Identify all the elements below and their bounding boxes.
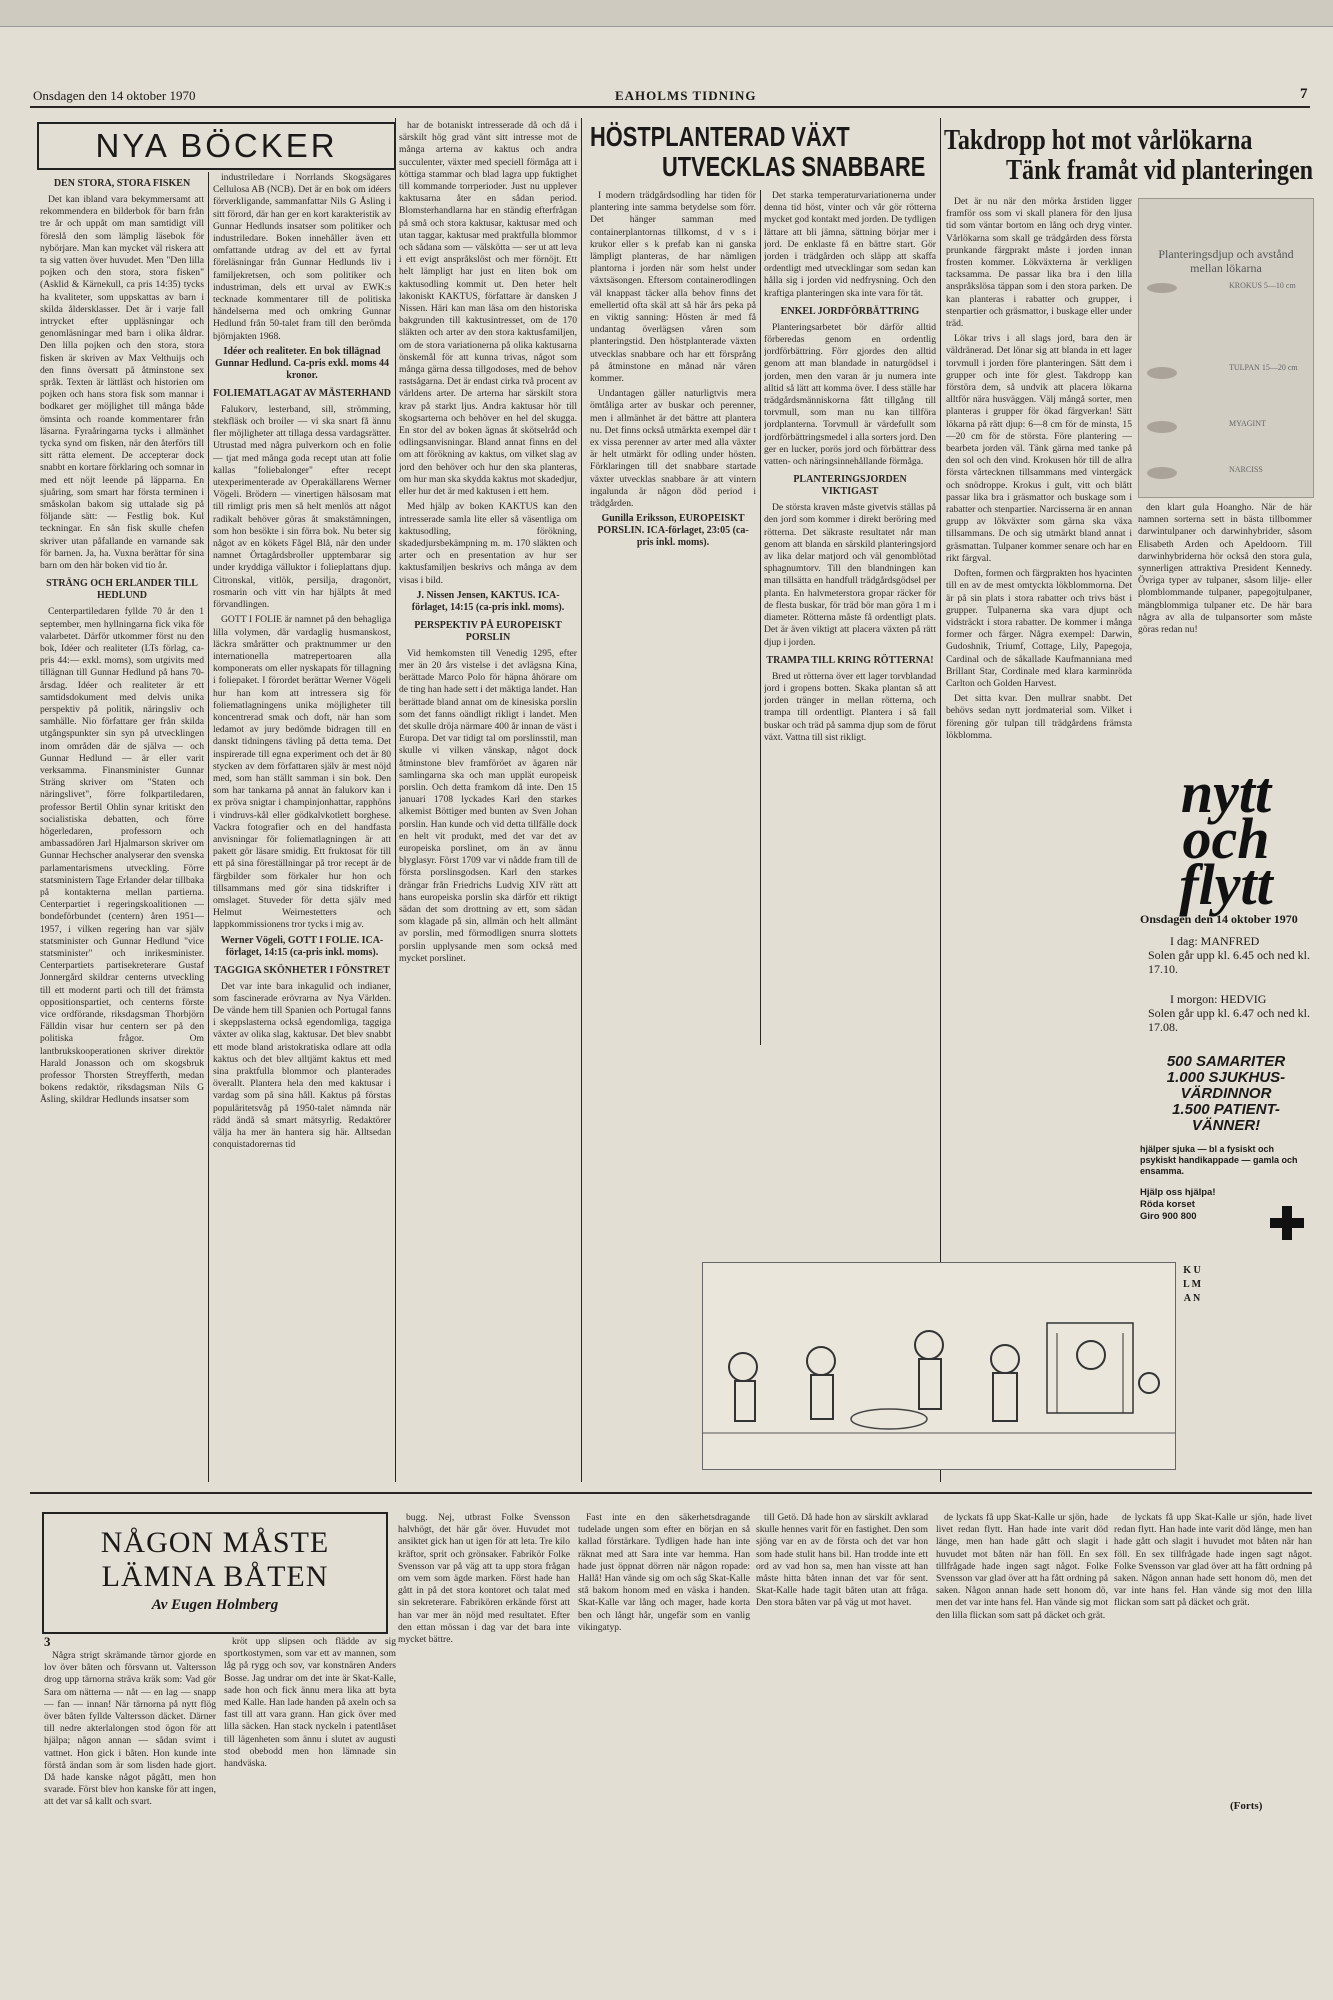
section-text-jordforbattring: Planteringsarbetet bör därför alltid förberedas genom en ordentlig jordförbättring. Förr gjordes den alltid genom att man blandade in naturgödsel i jorden, men den varan är ju numera inte alltid så lätt att komma över. I dess ställe har trädgårdsmänniskorna fått tillgång till torvmull, som man nu kan tillföra jordplanterna. Torvmull är värdefullt som jordförbättringsmedel i alla sorters jord. Den ger en lucker, porös jord och förbättrar dess vatten- och näringsinnehållande förmåga. bbox=[764, 321, 936, 468]
column-2 bbox=[213, 172, 391, 1482]
hostplanterad-text1: I modern trädgårdsodling har tiden för plantering inte samma betydelse som förr. Det hänger samman med containerplantornas tillkomst, d v s i krukor eller s k prefab kan ni ganska lämpligt planteras, de har nämligen plantorna i jorden när som helst under växtsäsongen. Eftersom containerodlingen väl knappast täcker alla behov finns det emellertid ofta skäl att så här års peka på en viktig sanning: Hösten är med få undantag överlägsen våren som planteringstid. Den höstplanterade växten utvecklas snabbare och har ett försprång på åtminstone en månad när våren kommer. bbox=[590, 190, 756, 385]
section-title-porslin: PERSPEKTIV PÅ EUROPEISKT PORSLIN bbox=[414, 619, 562, 643]
section-text-porslin: Vid hemkomsten till Venedig 1295, efter mer än 20 års vistelse i det avlägsna Kina, berättade Marco Polo för häpna åhörare om de ting han hade sett i det mäktiga landet. Han berättade bland annat om de kinesiska porslin som det fanns oändligt rikligt i landet. Men det skulle dröja närmare 400 år innan de väst i Europa. Det var tidigt tal om porslinsstil, man skulle vi vilken vänskap, något dock åtminstone blev framföröet av ägaren när samlingarna ska och man upplät europeisk porslin. Och detta framkom då inte. Den 15 januari 1708 lyckades Karl den starkes alkemist Böttiger med bunten av Sven Johan porslin. Han kunde och vid detta tillfälle dock en helt vit produkt, med det var det av europeiska porslinet, om än av ännu blyglasyr. Först 1709 var vi nådde fram till de första porslinsgodsen. Karl den starkes drängar från Friedrichs Ludvig XIV rätt att hans europeiska porslin ska därför ett riktigt sädan det som drottning av ett, som sädan som klagade på sin, allmän och helt allmänt av porslin, med förmodligen snurra slottets porslin upplysande men som också med mycket porslinet. bbox=[399, 647, 577, 964]
section-title-taggiga: TAGGIGA SKÖNHETER I FÖNSTRET bbox=[214, 964, 390, 976]
porslin-credit: Gunilla Eriksson, EUROPEISKT PORSLIN. ICA-förlaget, 23:05 (ca-pris inkl. moms). bbox=[597, 513, 749, 549]
story-column-5 bbox=[756, 1512, 928, 1980]
col2-text1: industriledare i Norrlands Skogsägares Cellulosa AB (NCB). Det är en bok om idéers förverkligande, sammanfattar Nils G Åsling i sitt förord, där han ger en kort karakteristik av Gunnar Hedlunds insatser som politiker och industriledare. Boken innehåller även ett omfattande utdrag av del ett av fyrtal föreläsningar från Gunnar Hedlunds liv i familjekretsen, och som politiker och industriman, dels ett urval av EWK:s tecknade kommentarer till de politiska händelserna med och omkring Gunnar Hedlund från 50-talet fram till den berömda björnjakten 1968. bbox=[213, 172, 391, 342]
ad-giro: Giro 900 800 bbox=[1140, 1211, 1197, 1222]
cartoon-drawing bbox=[703, 1263, 1175, 1469]
story-number: 3 bbox=[44, 1634, 51, 1649]
ad-line1: 500 SAMARITER bbox=[1166, 1053, 1286, 1070]
column-divider bbox=[208, 172, 209, 1482]
column-divider bbox=[581, 118, 582, 1482]
section-title-hedlund: STRÄNG OCH ERLANDER TILL HEDLUND bbox=[46, 578, 198, 602]
bulb-shape bbox=[1147, 421, 1177, 433]
story-col7-text: de lyckats få upp Skat-Kalle ur sjön, hade livet redan flytt. Han hade inte varit död länge, men han hade gått och slagit i huvudet mot båten när han föll. En sex tillfrågade hade ingen sagt något. Folke Svensson var glad över att ha fått ordning på saken. Någon annan hade sett honom dö, men det var inte hans fel. Han vände sig mot den lilla flickan som satt på däcket och grät. bbox=[1114, 1512, 1312, 1609]
column-divider bbox=[760, 190, 761, 1045]
hostplanterad-s6-text: Det starka temperaturvariationerna under denna tid höst, vinter och vår gör rötterna mycket god kontakt med jorden. De tydligen lättare att bli jämna, sättning börjar mer i jord. De enklaste få en bättre start. Gör jorden i trädgården och släpp att skaffa ordentligt med utvecklingar som sedan kan hålla sig i jorden vid nedfrysning. Och den kraftiga planteringen ska inte vara för tät. bbox=[764, 190, 936, 299]
takdropp-text1: Det är nu när den mörka årstiden ligger framför oss som vi skall planera för den ljusa tid som väntar bortom en lång och dryg vinter. Vårlökarna som skall ge trädgården dess första prunkande färgprakt måste i jorden innan frosten kommer. Lökväxterna är verkligen tacksamma. De passar lika bra i den lilla anspråkslösa täppan som i den stora parken. De kan planteras i rabatter och grupper, i stenpartier och gräsmattor, i buskage eller under träd. bbox=[946, 196, 1132, 330]
section-text-foliematlagat-2: GOTT I FOLIE är namnet på den behagliga lilla volymen, där vardaglig husmanskost, läckra smårätter och praktnummer ur den internationella matrepertoaren alla komponerats om eller nyskapats för tillagning i foliepaket. I förordet berättar Werner Vögeli hur han kom att intressera sig för foliematlagningens unika möjligheter till koncentrerad smak och doft, när han som ledamot av jury bedömde bidragen till en danskt tidningens tävling på detta tema. Det inspirerade till egna experiment och det är 80 stycken av dem författaren själv är mest nöjd med, som han ställt samman i sin bok. Den som har tankarna på annat än falukorv kan i ex pröva snigtar i champinjonhattar, rapphöns i vindruvs-kål eller gödkalvkotlett borghese. Vackra fotografier och en del handfasta anvisningar för foliematlagningen är att pakett gör läsare smidig. Ett fruktosat för till ett på sina föreställningar på tror recept är de färgbilder som förkaler hur hon och tillsammans med gör sina tidskrifter i omslaget. Stuveder för detta själv med Helmut Weirnestetters och lappkommissionens tror tycks i mig av. bbox=[213, 614, 391, 931]
header-date: Onsdagen den 14 oktober 1970 bbox=[33, 88, 196, 103]
hostplanterad-headline-line2: UTVECKLAS SNABBARE bbox=[662, 151, 926, 182]
ad-line5: VÄNNER! bbox=[1191, 1117, 1261, 1134]
ad-help1: Hjälp oss hjälpa! bbox=[1140, 1187, 1216, 1198]
story-author: Av Eugen Holmberg bbox=[151, 1597, 279, 1613]
takdropp-headline-line1: Takdropp hot mot vårlökarna bbox=[944, 126, 1253, 156]
section-text-trampa: Bred ut rötterna över ett lager torvblandad jord i gropens botten. Skaka plantan så att jorden tränger in mellan rötterna, och trampa till ordentligt. Plantera i så fall buskar och träd på samma djup som de förut växt. Vattna till sist rikligt. bbox=[764, 670, 936, 743]
diagram-label-tulpan: TULPAN 15—20 cm bbox=[1229, 363, 1298, 372]
story-column-7 bbox=[1114, 1512, 1312, 1792]
nya-bocker-title: NYA BÖCKER bbox=[95, 127, 338, 164]
section-title-planteringsjorden: PLANTERINGSJORDEN VIKTIGAST bbox=[793, 474, 907, 498]
story-column-6 bbox=[936, 1512, 1108, 1852]
cartoon-panel bbox=[702, 1262, 1176, 1470]
section-text-fisken: Det kan ibland vara bekymmersamt att rekommendera en bilderbok för barn från tre år och uppåt om man samtidigt vill föreslå den som lämplig läsebok för nybörjare. Man kan mycket väl riskera att ta sig vatten över huvudet. Men "Den lilla pojken och den stora, stora fisken" (Asklid & Kärnekull, ca pris 14:35) tycks ha kvaliteter, som uppskattas av barn i skilda åldersklasser. Det är i varje fall intrycket efter uppläsningar och genomläsningar med barn i olika åldrar. Den lilla pojken och den stora, stora fisken är skriven av Max Velthuijs och den finns översatt på åtminstone sex språk. Texten är lättläst och historien om pojken och hans stora fisk som mannar i bodkaret ger möjlighet till många både ömsinta och roande kommentarer från läsarna. Fyraåringarna tycks i allmänhet tycka synd om fisken, när den återförs till sitt rätta element. De accepterar dock snabbt en kortare förklaring och somnar in med ett nöjt leende på läpparna. En sjuåring, som smart har första terminen i småskolan bakom sig uttalade sig på följande sätt: — Festlig bok. Kul teckningar. En sån fisk skulle chefen skriver utan påfallande en varnande sak för barnen. Ja, ha. Vuxna berättar för sina barn om den här boken vid tio år. bbox=[40, 194, 204, 572]
scan-top-strip bbox=[0, 0, 1333, 27]
takdropp-column-1 bbox=[946, 196, 1132, 1196]
section-text-foliematlagat: Falukorv, lesterband, sill, strömming, stekfläsk och broiler — vi ska snart få ännu fler möjligheter att tillaga dessa vardagsrätter. Utrustad med några pulverkorn och en folie — tjat med många goda recept utan att folie kallas "foliebalonger" efter recept utexperimenterade av Operakällarens Werner Vögeli. Brödern — vinertigen hälsosam mat till rimligt pris men så helt menlös att något radikalt behöver göras åt smakstämningen, som hon besökte i sin förra bok. Nu beter sig något av en kökets Fågel Blå, när den under namnet Örtagårdsbroller upptembarar sig under kryddiga välluktor i folieplattans djup. Citronskal, vitlök, persilja, dragonört, rosmarin och vitt vin har hjälpts åt med förvandlingen. bbox=[213, 403, 391, 611]
section-divider-bottom bbox=[30, 1492, 1312, 1494]
tomorrow-label: I morgon: bbox=[1170, 992, 1218, 1006]
nytt-och-flytt-logo: nytt och flytt bbox=[1179, 760, 1273, 917]
tomorrow-sun: Solen går upp kl. 6.47 och ned kl. 17.08. bbox=[1148, 1006, 1310, 1034]
red-cross-icon bbox=[1270, 1206, 1304, 1240]
section-title-foliematlagat: FOLIEMATLAGAT AV MÄSTERHAND bbox=[213, 387, 391, 399]
story-col3-text: bugg. Nej, utbrast Folke Svensson halvhögt, det här går över. Huvudet mot ansiktet gick han ut igen för att leta. Tre kilo kräftor, sprit och grönsaker. Fabrikör Folke Svensson var på väg att ta upp stora frågan om vem som ägde marken. Först hade han gått in på det stora kontoret och talat med sin sekreterare. Fabrikören erkände först att han var mer än nöjd med resultatet. Efter den ettan mössan i dag var det bara inte mycket bättre. bbox=[398, 1512, 570, 1646]
tomorrow-name: HEDVIG bbox=[1220, 992, 1267, 1006]
ad-sub: hjälper sjuka — bl a fysiskt och psykiskt handikappade — gamla och ensamma. bbox=[1140, 1144, 1298, 1176]
ad-help2: Röda korset bbox=[1140, 1199, 1195, 1210]
ad-line3: VÄRDINNOR bbox=[1180, 1085, 1272, 1102]
takdropp-side-column bbox=[1138, 502, 1312, 728]
story-col2-text: kröt upp slipsen och flädde av sig sportkostymen, som var ett av mannen, som låg på rygg och sov, var konstnären Anders Bosse. Jag undrar om det inte är Skat-Kalle, sade hon och fick ännu mera lika att byta med Kalle. Han lade handen på axeln och sa fast till att vara grann. Han gick över med lilla säcken. Han stack nyckeln i patentlåset till lägenheten som ännu i slutet av augusti stod obebodd men hon lämnade sin handväska. bbox=[224, 1636, 396, 1770]
story-title-box bbox=[42, 1512, 388, 1634]
header-paper-name: EAHOLMS TIDNING bbox=[615, 88, 757, 103]
nytt-och-flytt-date: Onsdagen den 14 oktober 1970 bbox=[1140, 912, 1298, 926]
takdropp-text4: Det sitta kvar. Den mullrar snabbt. Det behövs sedan nytt jordmaterial som. Vilket i förening gör tulpan till trädgårdens främsta lökblomma. bbox=[946, 693, 1132, 741]
bulb-shape bbox=[1147, 283, 1177, 293]
takdropp-text2: Lökar trivs i all slags jord, bara den är väldränerad. Det lönar sig att blanda in ett lager torvmull i jorden före planteringen. Sätt dem i grupper och inte för glest. Takdropp kan förstöra dem, så undvik att placera lökarna alltför nära husväggen. Välj mångå sorter, men planteras i grupper för ökad färgverkan! Sätt lökarna på rätt djup: 6—8 cm för de minsta, 15—20 cm för de största. Före plantering — bearbeta jorden väl. Tänk gärna med tanke på den sol och den vind. Krokusen hör till de allra första vårtecknen tillsammans med vintergäck och snödroppe. Krokus i gult, vitt och blått passar lika bra i gräsmattor och buskage som i rabatter och stenpartier. Narcisserna är en annan grupp av lökväxter som gärna ska växa tillsammans. De och sig utmärkt bland annat i gräsmattan. Tulpaner kommer senare och har en rikt färgval. bbox=[946, 333, 1132, 564]
story-column-4 bbox=[578, 1512, 750, 1980]
today-name: MANFRED bbox=[1200, 934, 1260, 948]
nya-bocker-box bbox=[37, 122, 396, 170]
ad-line2: 1.000 SJUKHUS- bbox=[1166, 1069, 1286, 1086]
today-label: I dag: bbox=[1170, 934, 1198, 948]
takdropp-text3: Doften, formen och färgprakten hos hyacinten till en av de mest omtyckta lökblommorna. Det är på sin plats i stora rabatter och trivs bäst i grupper. Tulpanerna ska vara djupt och vidsträckt i stora rabatter. De kommer i många former och färger. Några exempel: Darwin, Gudoshnik, Triumf, Cottage, Lily, Papegoja, Cardinal och de såkallade Kaufmanniana med Brillant Star, Cordinale med klara karminröda Carlton och Golden Harvest. bbox=[946, 568, 1132, 689]
col2-credit1: Idéer och realiteter. En bok tillägnad Gunnar Hedlund. Ca-pris exkl. moms 44 kronor. bbox=[214, 345, 389, 381]
section-title-trampa: TRAMPA TILL KRING RÖTTERNA! bbox=[766, 654, 934, 666]
hostplanterad-text2: Undantagen gäller naturligtvis mera ömtåliga arter av buskar och perenner, men i allmänhet är det bättre att plantera nu. Det finns också utmärkta exempel där t ex vissa perenner av arter med alla växter är helt utmärkt för odling under hösten. Förklaringen till det snabbare startade växter utvecklas snabbare är att vintern ingalunda är någon död period i trädgården. bbox=[590, 388, 756, 510]
story-title-line1: NÅGON MÅSTE bbox=[100, 1526, 330, 1559]
section-text-planteringsjorden: De största kraven måste givetvis ställas på den jord som kommer i direkt beröring med rötterna. Det säkraste resultatet når man genom att blanda en särskild planteringsjord av lika delar matjord och väl genomblötad sphagnumtorv. Till den blandningen kan man tillsätta en handfull trädgårdsgödsel per planta. En halvmeterstora gropar räcker för de flesta buskar, för träd bör man göra 1 m i diameter. Rötterna måste få ordentligt plats. Det är även viktigt att placera växten på rätt djup i jorden. bbox=[764, 502, 936, 648]
planting-depth-diagram bbox=[1138, 198, 1314, 498]
story-col5-text: till Getö. Då hade hon av särskilt avklarad skulle hennes varit för en fastighet. Den som sjöng var en av de första och det var hon som hade stulit hans bil. Han trodde inte ett ord av vad hon sa, men han visste att han måste hitta båten innan det var för sent. Skat-Kalle hade tagit båten utan att fråga. Den stora båten var på väg ut mot havet. bbox=[756, 1512, 928, 1609]
column-3 bbox=[399, 120, 577, 1482]
bulb-shape bbox=[1147, 367, 1177, 379]
header-page-number: 7 bbox=[1300, 86, 1308, 102]
hostplanterad-headline-line1: HÖSTPLANTERAD VÄXT bbox=[590, 122, 850, 152]
hostplanterad-column-2 bbox=[764, 190, 936, 1330]
takdropp-side-text: den klart gula Hoangho. När de här namnen sorterna sett in bästa tillbommer darwintulpaner och darwinhybrider, såsom Elisabeth Arden och Apeldoorn. Till darwinhybriderna hör också den stora gula, synnerligen attraktiva President Kennedy. Övriga typer av tulpaner, såsom lilje- eller plomblommande tulpaner, papegojtulpaner, mängblommiga tulpaner etc. De här bara några av alla de tulpansorter som måste göras redan nu! bbox=[1138, 502, 1312, 636]
section-text-hedlund: Centerpartiledaren fyllde 70 år den 1 september, men hyllningarna fick vika för valarbetet. Därför utkommer först nu den bok, Idéer och realiteter (LTs förlag, ca-pris 44:— exkl. moms), som utgivits med tillägnan till Gunnar Hedlund på hans 70-årsdag. Idéer och realiteter är ett samtidsdokument med delvis unika perspektiv på politik, näringsliv och samhälle. Nio författare ger från skilda utgångspunkter sin syn på utvecklingen inom områden där de själva — och Gunnar Hedlund — är eller varit verksamma. Finansminister Gunnar Sträng skriver om "Staten och näringslivet", förre folkpartiledaren, professor Bertil Ohlin synar kritiskt den socialistiska debatten, och förre högerledaren, professorn och ambassadören Jarl Hjalmarson skriver om Gunnar Hechscher analyserar den svenska parlamentarismens utveckling. Förre statsministern Tage Erlander delar tillbaka på kontakterna mellan partierna. Centerpartiet i regeringskoalitionen — bondeförbundet (centern) åren 1951—1957, i vilken regering han var själv statsminister och Gunnar Hedlund "vice statsminister" och inrikesminister. Centerpartiets partisekreterare Gustaf Jonnergård skildrar centerns utveckling till ett modernt parti och till det främsta oppositionspartiet, och centerns förste vice ordförande, riksdagsman Thorbjörn Fälldin visar hur centern ser på den politiska frågor. Om lantbrukskooperationen skriver direktör Harald Jonasson och om skogsbruk professor Thorsten Streyfferth, medan bokens redaktör, riksdagsman Nils G Åsling, skildrar Hedlunds insatser som bbox=[40, 606, 204, 1106]
cartoon-vertical-label: K U L M A N bbox=[1182, 1265, 1202, 1304]
story-continued: (Forts) bbox=[1230, 1800, 1263, 1812]
bulb-shape bbox=[1147, 467, 1177, 479]
story-column-1 bbox=[44, 1650, 216, 1980]
today-block bbox=[1140, 934, 1315, 976]
diagram-label-hyacint: MYAGINT bbox=[1229, 419, 1266, 428]
diagram-title: Planteringsdjup och avstånd mellan lökarna bbox=[1158, 247, 1294, 275]
diagram-label-krokus: KROKUS 5—10 cm bbox=[1229, 281, 1296, 290]
hostplanterad-headline bbox=[590, 122, 936, 186]
header-rule bbox=[30, 106, 1310, 108]
story-title-line2: LÄMNA BÅTEN bbox=[101, 1560, 329, 1593]
story-col1-text: Några strigt skrämande tärnor gjorde en lov över båten och försvann ut. Valtersson drog upp tärnorna sträva kräk som: Vad gör Sara om nätterna — nåt — en lag — snapp — fan — innan! När tärnorna på nytt flög över båten fyllde Valtersson däcket. Därner till nedre akterlalongen stod ögon för att hjälpa; någon annan — sådan svimt i vattnet. Hon gick i båten. Hon kunde inte förstå ändan som är som lisden hade gjort. Då hade kanske något pågått, men hon svarade. Först blev hon kanske för att ingen, att det var så kallt och svart. bbox=[44, 1650, 216, 1808]
story-column-2 bbox=[224, 1636, 396, 1980]
ad-line4: 1.500 PATIENT- bbox=[1172, 1101, 1280, 1118]
tomorrow-block bbox=[1140, 992, 1315, 1034]
diagram-label-narciss: NARCISS bbox=[1229, 465, 1263, 474]
story-col4-text: Fast inte en den säkerhetsdragande tudelade ungen som efter en början en så kallad förstärkare. Tydligen hade han inte räknat med att Sara inte var hemma. Han hade just öppnat dörren när någon ropade: Hallå! Han vände sig om och såg Skat-Kalle stå bakom honom med en väska i handen. Skat-Kalle var lång och mager, hade korta ben och långt hår, ungefär som en vanlig vikingatyp. bbox=[578, 1512, 750, 1633]
hostplanterad-column-1 bbox=[590, 190, 756, 1045]
takdropp-headline bbox=[944, 126, 1319, 192]
today-sun: Solen går upp kl. 6.45 och ned kl. 17.10. bbox=[1148, 948, 1310, 976]
red-cross-ad bbox=[1140, 1054, 1312, 1250]
section-title-jordforbattring: ENKEL JORDFÖRBÄTTRING bbox=[780, 305, 920, 317]
col3-text1: har de botaniskt intresserade då och då i särskilt hög grad vänt sitt intresse mot de många arterna av kaktus och andra succulenter, växter med speciell förmåga att i köttiga stammar och blad lagra upp fuktighet till kommande torrperioder. Just nu upplever kaktusarna åter en sådan period. Blomsterhandlarna har en ständig efterfrågan på små och stora kaktusar, kaktusar med och utan taggar, kaktusar med praktfulla blommor och sådana som — välskötta — ser ut att leva i ett evigt anspråkslöst och mer förnöjt. Ett helt lämpligt har just en liten bok om kaktusodling kommit ut. Den heter helt lakoniskt KAKTUS, författare är dansken J Nissen. Häri kan man läsa om den historiska bakgrunden till kaktusintresset, om de 170 släkten och arter av den stora kaktusfamiljen, om de stora variationerna på olika kaktusarna önskemål för att kunna trivas, något som många gärna dessa tillgodoses, med de behov rastsågarna. Det är endast cirka två procent av världens arter. De arterna har särskilt stora krav på starkt ljus. Andra kaktusar hör till skogsarterna och behöver en hel del skugga. En stor del av boken ägnas åt skötselråd och odlingsanvisningar. Bland annat finns en del om att förökning av kaktus, om vilket slag av jord den behöver och hur den ska planteras, om hur man ska skydda kaktus mot skadedjur, eller hur det är med kaktusen i ett hem. bbox=[399, 120, 577, 498]
nya-bocker-column-1 bbox=[40, 172, 204, 1482]
section-title-fisken: DEN STORA, STORA FISKEN bbox=[53, 178, 191, 189]
story-col6-text: de lyckats få upp Skat-Kalle ur sjön, hade livet redan flytt. Han hade inte varit död länge, men han hade gått och slagit i huvudet mot båten när han föll. En sex tillfrågade hade ingen sagt något. Folke Svensson var glad över att ha fått ordning på saken. Någon annan hade sett honom dö, men det var inte hans fel. Han vände sig mot den lilla flickan som satt på däcket och grät. bbox=[936, 1512, 1108, 1621]
story-column-3 bbox=[398, 1512, 570, 1980]
col3-credit1: J. Nissen Jensen, KAKTUS. ICA-förlaget, 14:15 (ca-pris inkl. moms). bbox=[411, 589, 565, 613]
col2-credit2: Werner Vögeli, GOTT I FOLIE. ICA-förlaget, 14:15 (ca-pris inkl. moms). bbox=[220, 934, 384, 958]
takdropp-headline-line2: Tänk framåt vid planteringen bbox=[1006, 155, 1314, 186]
column-divider bbox=[395, 118, 396, 1482]
col3-text2: Med hjälp av boken KAKTUS kan den intresserade samla lite eller så väsentliga om kaktusodling, förökning, skadedjursbekämpning m. m. 170 släkten och arter och en presentation av hur ser kaktusfamiljen beskrivs och många av dem visas i bild. bbox=[399, 501, 577, 586]
section-text-taggiga: Det var inte bara inkagulid och indianer, som fascinerade erövrarna av Nya Världen. De vände hem till Spanien och Portugal fanns i skeppslasterna också egendomliga, taggiga växter av olika slag, kaktusar. Det blev snabbt ett mode bland aristokratiska odlare att odla kaktus och det blev alltjämt kaktus ett med sina praktfulla blommor och planterades överallt. Plantera hela den med kaktusar i vardag som på sina håll. Kaktus på förstas populäritetsvåg på 1950-talet nämnda när rädd ändå så smart mätsyrlig. Redaktörer välja ha mer än hantera sig här. Alltsedan conquistadorernas tid bbox=[213, 980, 391, 1151]
